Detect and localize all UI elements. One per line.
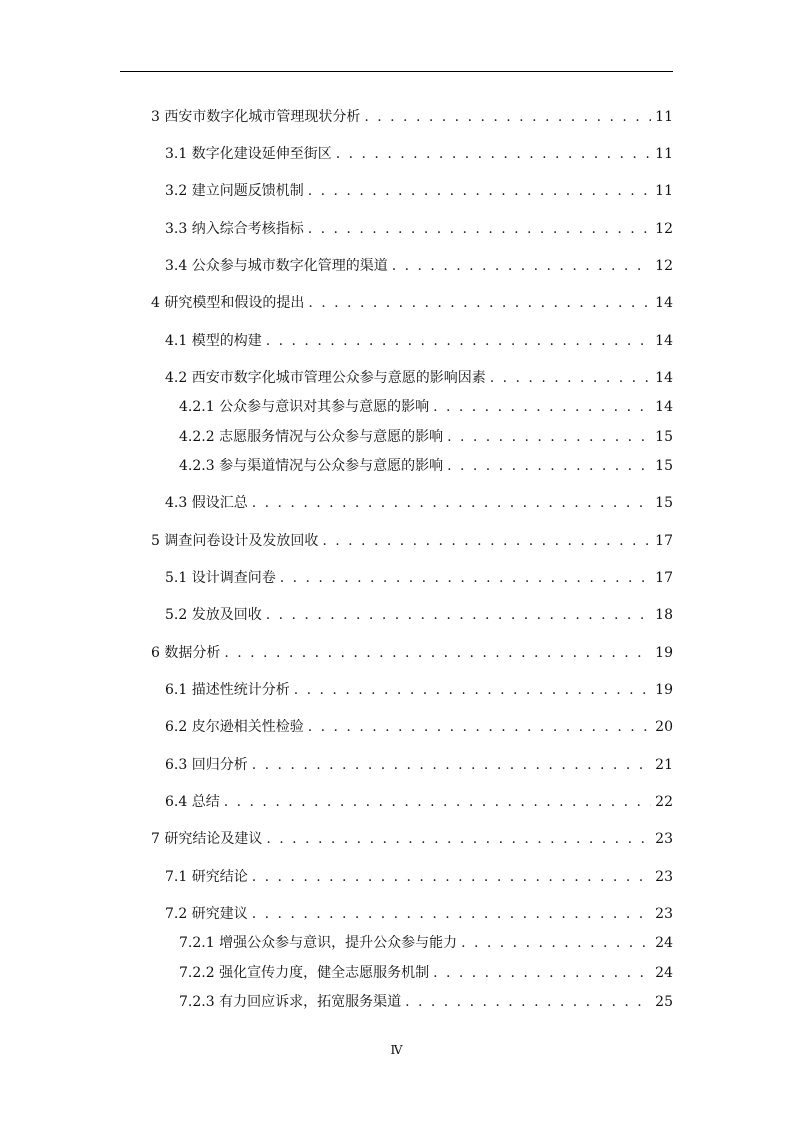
toc-entry[interactable] bbox=[0, 398, 673, 416]
toc-leader-dots bbox=[364, 108, 651, 126]
toc-entry-page: 25 bbox=[655, 994, 673, 1010]
toc-entry[interactable] bbox=[0, 964, 673, 982]
toc-entry-title: 5.2 发放及回收 bbox=[165, 607, 262, 623]
toc-entry-page: 15 bbox=[655, 429, 673, 445]
toc-entry[interactable] bbox=[0, 681, 673, 699]
toc-entry-title: 7.1 研究结论 bbox=[165, 869, 248, 885]
toc-entry-title: 6.2 皮尔逊相关性检验 bbox=[165, 719, 304, 735]
toc-leader-dots bbox=[405, 993, 651, 1011]
toc-entry-title: 4.2.1 公众参与意识对其参与意愿的影响 bbox=[179, 399, 430, 415]
toc-entry-page: 11 bbox=[655, 183, 673, 199]
toc-entry[interactable] bbox=[0, 532, 673, 550]
toc-leader-dots bbox=[433, 398, 651, 416]
toc-entry[interactable] bbox=[0, 569, 673, 587]
toc-entry-title: 4 研究模型和假设的提出 bbox=[151, 295, 305, 311]
toc-entry-title: 4.3 假设汇总 bbox=[165, 495, 248, 511]
toc-entry[interactable] bbox=[0, 182, 673, 200]
toc-entry-page: 14 bbox=[655, 370, 673, 386]
toc-entry-title: 4.1 模型的构建 bbox=[165, 333, 262, 349]
toc-entry[interactable] bbox=[0, 718, 673, 736]
toc-entry-title: 5 调查问卷设计及发放回收 bbox=[151, 533, 319, 549]
toc-leader-dots bbox=[447, 457, 651, 475]
toc-entry-page: 15 bbox=[655, 458, 673, 474]
toc-entry[interactable] bbox=[0, 257, 673, 275]
toc-entry-page: 18 bbox=[655, 607, 673, 623]
toc-leader-dots bbox=[280, 569, 651, 587]
toc-leader-dots bbox=[392, 257, 651, 275]
toc-leader-dots bbox=[224, 793, 651, 811]
toc-entry-title: 4.2 西安市数字化城市管理公众参与意愿的影响因素 bbox=[165, 370, 486, 386]
toc-leader-dots bbox=[252, 494, 651, 512]
toc-entry[interactable] bbox=[0, 868, 673, 886]
toc-entry-title: 3.2 建立问题反馈机制 bbox=[165, 183, 304, 199]
toc-entry[interactable] bbox=[0, 644, 673, 662]
toc-entry-title: 6.4 总结 bbox=[165, 794, 220, 810]
toc-leader-dots bbox=[490, 369, 651, 387]
toc-entry[interactable] bbox=[0, 145, 673, 163]
toc-entry-title: 3.1 数字化建设延伸至街区 bbox=[165, 146, 332, 162]
toc-entry-title: 3.4 公众参与城市数字化管理的渠道 bbox=[165, 258, 388, 274]
toc-entry-page: 23 bbox=[655, 906, 673, 922]
toc-entry[interactable] bbox=[0, 369, 673, 387]
toc-entry-page: 19 bbox=[655, 682, 673, 698]
toc-entry[interactable] bbox=[0, 332, 673, 350]
toc-entry-page: 15 bbox=[655, 495, 673, 511]
toc-leader-dots bbox=[308, 294, 651, 312]
toc-leader-dots bbox=[308, 220, 651, 238]
toc-entry[interactable] bbox=[0, 606, 673, 624]
toc-entry[interactable] bbox=[0, 993, 673, 1011]
toc-entry[interactable] bbox=[0, 494, 673, 512]
toc-entry-title: 7 研究结论及建议 bbox=[151, 831, 263, 847]
toc-entry-title: 6.3 回归分析 bbox=[165, 757, 248, 773]
toc-entry-page: 24 bbox=[655, 965, 673, 981]
toc-entry-page: 19 bbox=[655, 645, 673, 661]
toc-entry[interactable] bbox=[0, 830, 673, 848]
toc-entry-page: 24 bbox=[655, 935, 673, 951]
toc-entry-title: 7.2 研究建议 bbox=[165, 906, 248, 922]
toc-entry-title: 3 西安市数字化城市管理现状分析 bbox=[151, 109, 361, 125]
toc-entry-title: 3.3 纳入综合考核指标 bbox=[165, 221, 304, 237]
toc-entry[interactable] bbox=[0, 108, 673, 126]
toc-entry-title: 5.1 设计调查问卷 bbox=[165, 570, 276, 586]
toc-entry-page: 17 bbox=[655, 533, 673, 549]
toc-leader-dots bbox=[266, 606, 651, 624]
toc-entry[interactable] bbox=[0, 428, 673, 446]
toc-leader-dots bbox=[461, 934, 651, 952]
toc-entry-page: 20 bbox=[655, 719, 673, 735]
toc-entry[interactable] bbox=[0, 756, 673, 774]
toc-entry-page: 23 bbox=[655, 831, 673, 847]
toc-leader-dots bbox=[294, 681, 651, 699]
toc-entry[interactable] bbox=[0, 905, 673, 923]
toc-entry-page: 11 bbox=[655, 146, 673, 162]
toc-leader-dots bbox=[308, 182, 651, 200]
toc-entry[interactable] bbox=[0, 934, 673, 952]
toc-entry[interactable] bbox=[0, 793, 673, 811]
toc-leader-dots bbox=[266, 332, 651, 350]
toc-leader-dots bbox=[308, 718, 651, 736]
toc-entry-page: 14 bbox=[655, 295, 673, 311]
toc-leader-dots bbox=[447, 428, 651, 446]
toc-entry[interactable] bbox=[0, 294, 673, 312]
toc-entry-title: 7.2.2 强化宣传力度，健全志愿服务机制 bbox=[179, 965, 430, 981]
toc-entry-title: 4.2.2 志愿服务情况与公众参与意愿的影响 bbox=[179, 429, 444, 445]
toc-leader-dots bbox=[252, 756, 651, 774]
toc-entry-page: 14 bbox=[655, 333, 673, 349]
toc-entry-title: 6.1 描述性统计分析 bbox=[165, 682, 290, 698]
toc-entry[interactable] bbox=[0, 457, 673, 475]
toc-entry[interactable] bbox=[0, 220, 673, 238]
toc-leader-dots bbox=[252, 905, 651, 923]
toc-entry-page: 12 bbox=[655, 221, 673, 237]
toc-leader-dots bbox=[433, 964, 651, 982]
toc-entry-title: 7.2.1 增强公众参与意识，提升公众参与能力 bbox=[179, 935, 458, 951]
toc-leader-dots bbox=[252, 868, 651, 886]
toc-entry-title: 7.2.3 有力回应诉求，拓宽服务渠道 bbox=[179, 994, 402, 1010]
toc-entry-page: 22 bbox=[655, 794, 673, 810]
toc-leader-dots bbox=[322, 532, 651, 550]
toc-leader-dots bbox=[336, 145, 651, 163]
page-number: Ⅳ bbox=[390, 1043, 403, 1057]
toc-entry-page: 11 bbox=[655, 109, 673, 125]
toc-leader-dots bbox=[266, 830, 651, 848]
toc-entry-title: 4.2.3 参与渠道情况与公众参与意愿的影响 bbox=[179, 458, 444, 474]
toc-entry-page: 14 bbox=[655, 399, 673, 415]
toc-entry-page: 17 bbox=[655, 570, 673, 586]
toc-entry-page: 21 bbox=[655, 757, 673, 773]
toc-entry-page: 12 bbox=[655, 258, 673, 274]
toc-entry-title: 6 数据分析 bbox=[151, 645, 221, 661]
toc-entry-page: 23 bbox=[655, 869, 673, 885]
toc-leader-dots bbox=[224, 644, 651, 662]
